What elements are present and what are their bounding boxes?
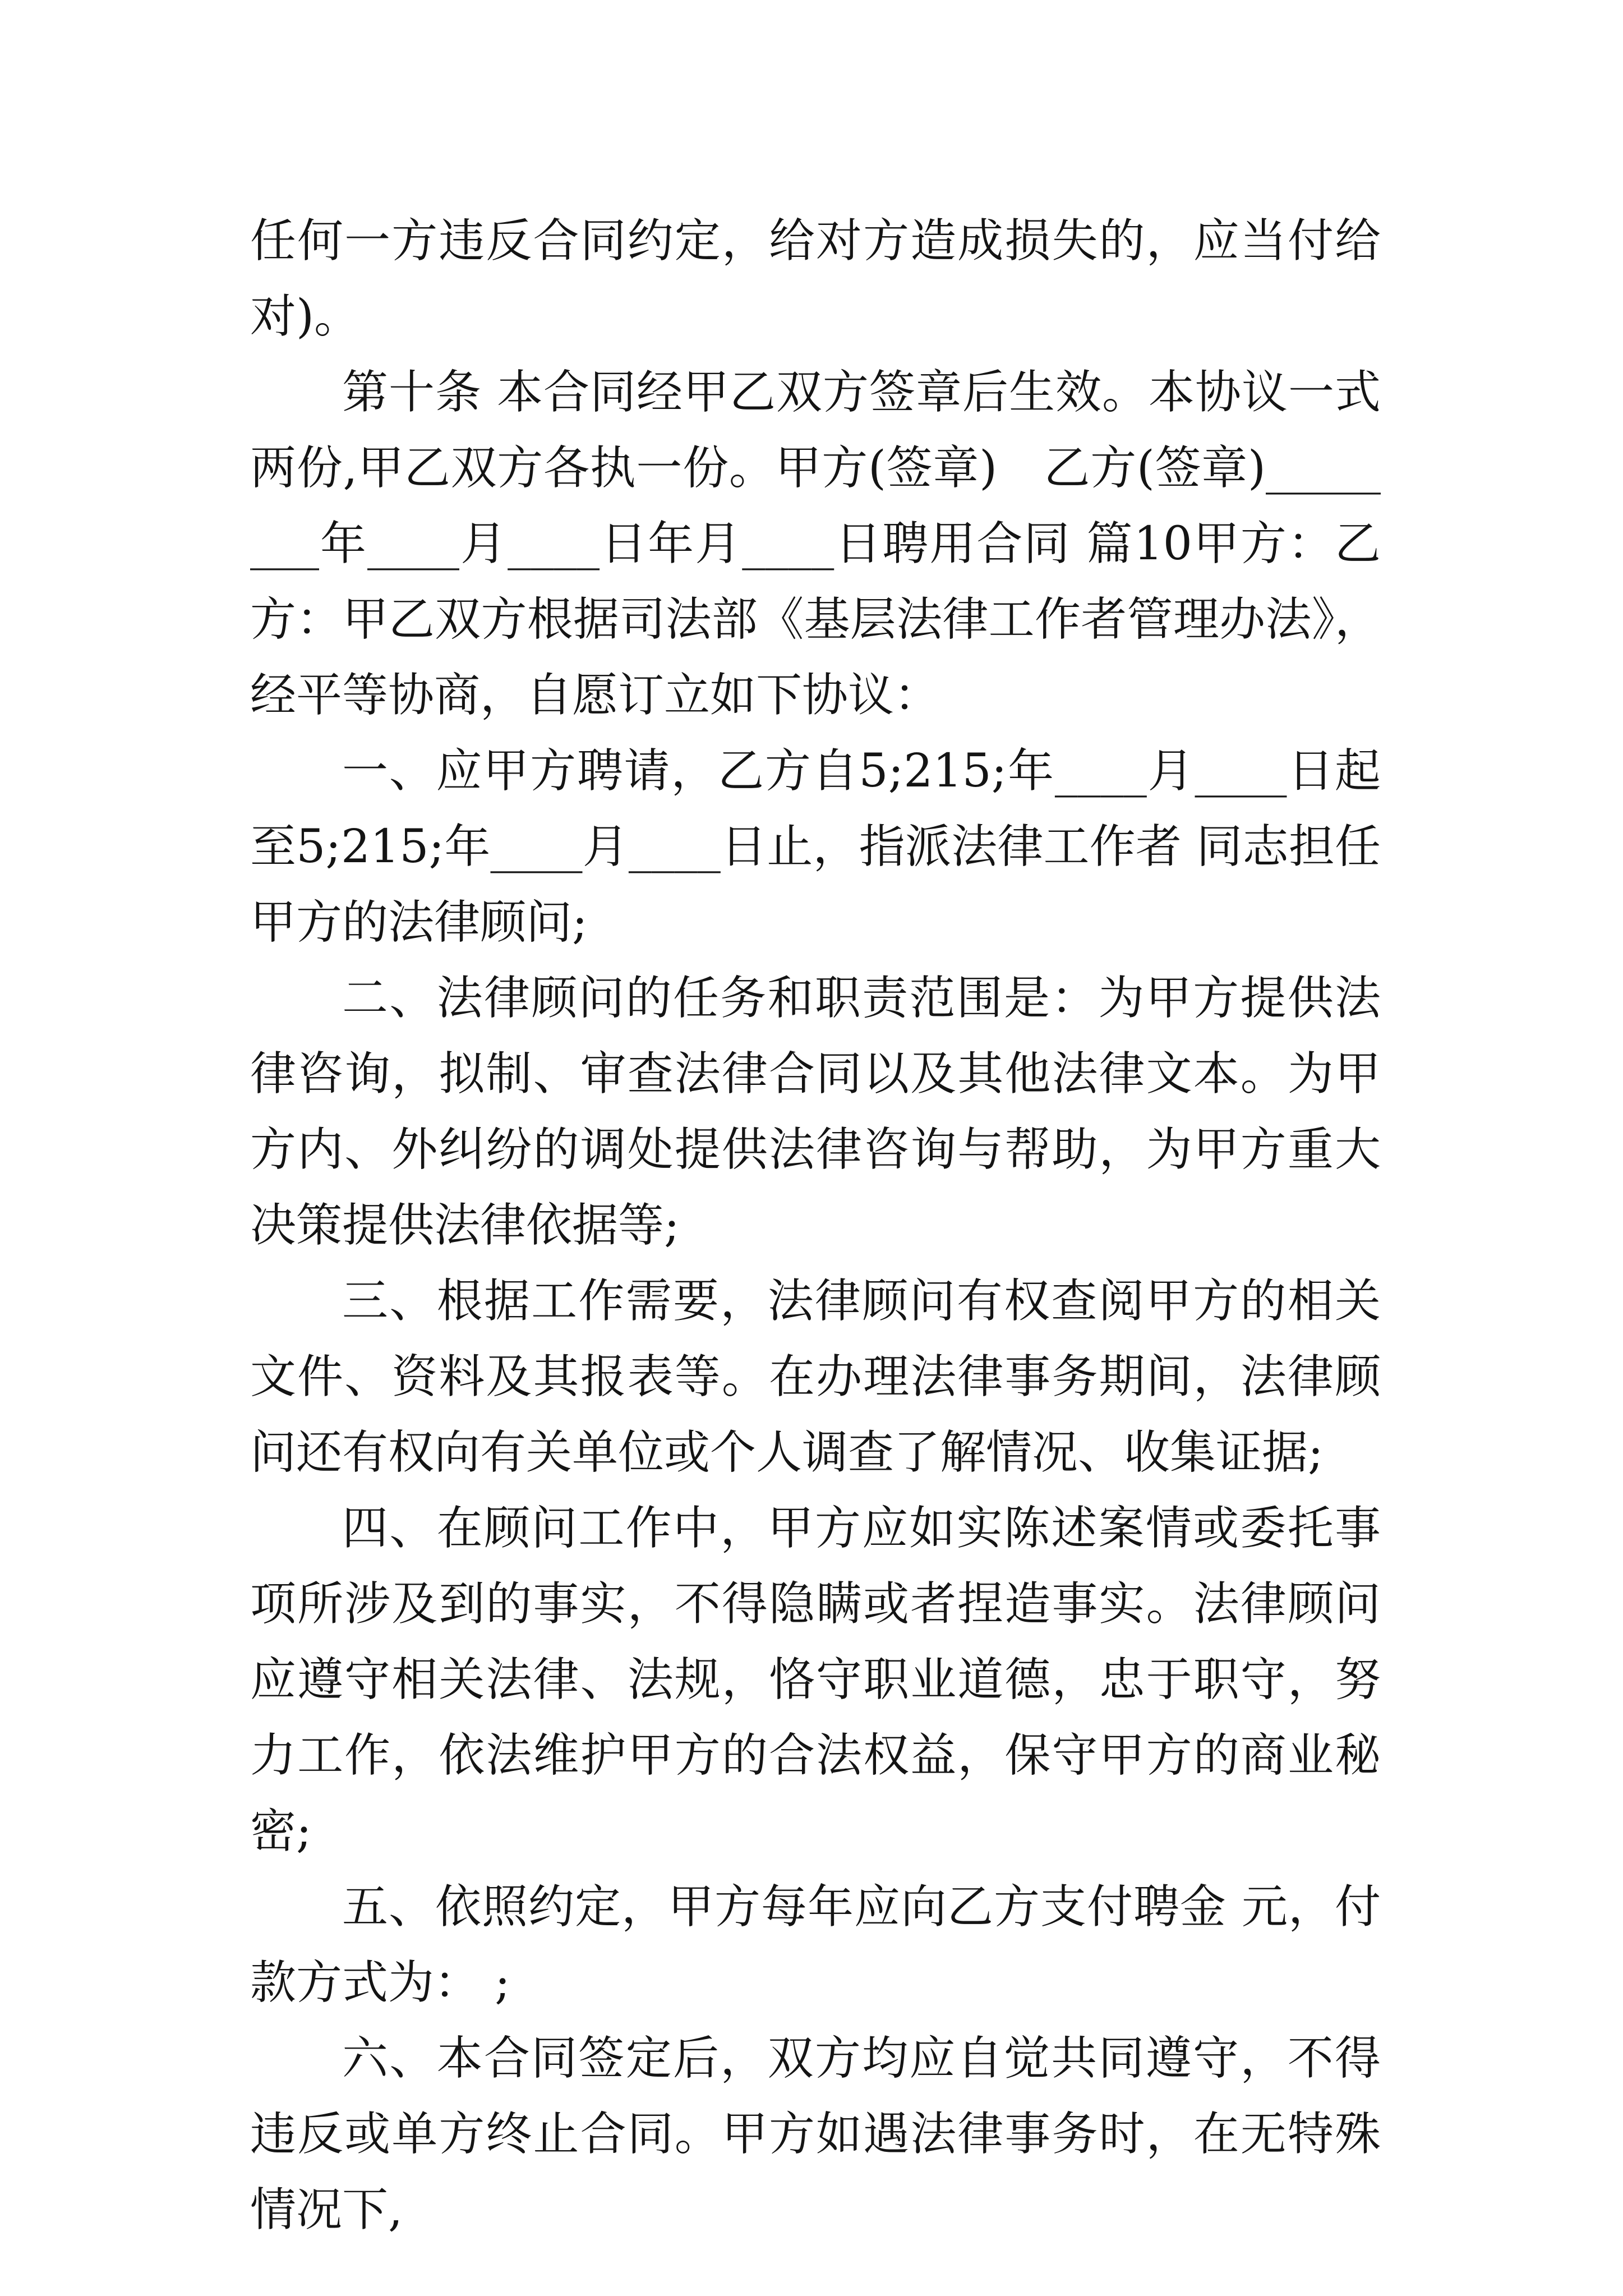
paragraph-clause-1: 一、应甲方聘请，乙方自5;215;年____月____日起至5;215;年____月____日止，指派法律工作者 同志担任甲方的法律顾问; (250, 744, 1381, 949)
paragraph-clause-4: 四、在顾问工作中，甲方应如实陈述案情或委托事项所涉及到的事实，不得隐瞒或者捏造事实。法律顾问应遵守相关法律、法规，恪守职业道德，忠于职守，努力工作，依法维护甲方的合法权益，保守甲方的商业秘密; (250, 1502, 1381, 1858)
paragraph-clause-3: 三、根据工作需要，法律顾问有权查阅甲方的相关文件、资料及其报表等。在办理法律事务期间，法律顾问还有权向有关单位或个人调查了解情况、收集证据; (250, 1274, 1381, 1479)
document-page (250, 203, 1381, 2248)
paragraph-continuation: 任何一方违反合同约定，给对方造成损失的，应当付给对)。 (250, 214, 1381, 343)
paragraph-clause-2: 二、法律顾问的任务和职责范围是：为甲方提供法律咨询，拟制、审查法律合同以及其他法律文本。为甲方内、外纠纷的调处提供法律咨询与帮助，为甲方重大决策提供法律依据等; (250, 972, 1381, 1252)
paragraph-article-10: 第十条 本合同经甲乙双方签章后生效。本协议一式两份,甲乙双方各执一份。甲方(签章) 乙方(签章)________年____月____日年月____日聘用合同 篇10甲方：乙方：甲乙双方根据司法部《基层法律工作者管理办法》，经平等协商，自愿订立如下协议： (250, 366, 1381, 722)
paragraph-clause-6: 六、本合同签定后，双方均应自觉共同遵守，不得违反或单方终止合同。甲方如遇法律事务时，在无特殊情况下, (250, 2032, 1381, 2237)
paragraph-clause-5: 五、依照约定，甲方每年应向乙方支付聘金 元，付款方式为： ; (250, 1880, 1381, 2009)
